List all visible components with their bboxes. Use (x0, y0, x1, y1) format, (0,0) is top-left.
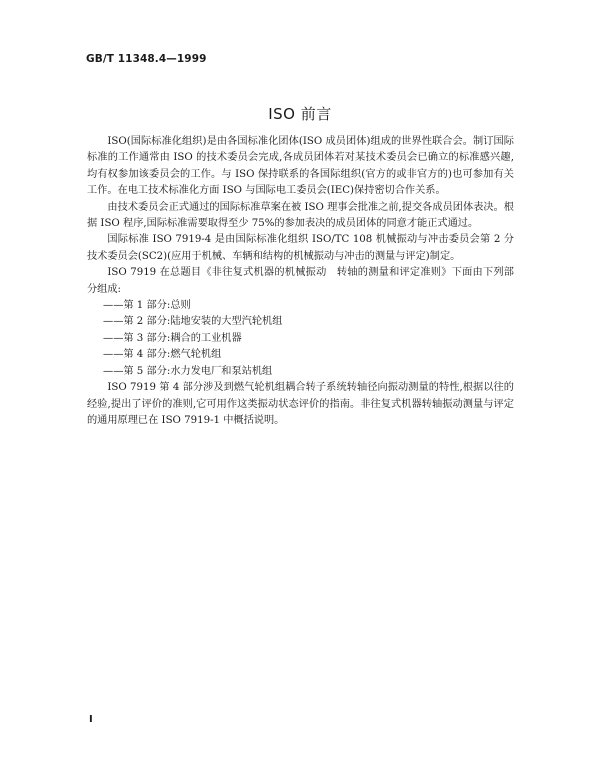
list-item: ——第 4 部分:燃气轮机组 (103, 349, 222, 361)
standard-code-header: GB/T 11348.4—1999 (86, 53, 207, 65)
page-title: ISO 前言 (268, 105, 332, 123)
paragraph-iso-organization: ISO(国际标准化组织)是由各国标准化团体(ISO 成员团体)组成的世界性联合会。制订国际标准的工作通常由 ISO 的技术委员会完成,各成员团体若对某技术委员会已确立的标准感兴趣,均有权参加该委员会的工作。与 ISO 保持联系的各国际组织(官方的或非官方的)也可参加有关工作。在电工技术标准化方面 ISO 与国际电工委员会(IEC)保持密切合作关系。 (87, 136, 514, 197)
paragraph-parts-intro: ISO 7919 在总题目《非往复式机器的机械振动 转轴的测量和评定准则》下面由下列部分组成: (87, 267, 514, 295)
paragraph-part4-scope: ISO 7919 第 4 部分涉及到燃气轮机组耦合转子系统转轴径向振动测量的特性,根据以往的经验,提出了评价的准则,它可用作这类振动状态评价的指南。非往复式机器转轴振动测量与评定的通用原理已在 ISO 7919-1 中概括说明。 (87, 382, 514, 426)
list-item: ——第 5 部分:水力发电厂和泵站机组 (103, 365, 273, 377)
list-item: ——第 3 部分:耦合的工业机器 (103, 332, 242, 344)
page-number: I (89, 714, 93, 725)
paragraph-approval-process: 由技术委员会正式通过的国际标准草案在被 ISO 理事会批准之前,提交各成员团体表决。根据 ISO 程序,国际标准需要取得至少 75%的参加表决的成员团体的同意才能正式通过。 (87, 201, 514, 230)
paragraph-standard-origin: 国际标准 ISO 7919-4 是由国际标准化组织 ISO/TC 108 机械振动与冲击委员会第 2 分技术委员会(SC2)(应用于机械、车辆和结构的机械振动与冲击的测量与评定)制定。 (87, 234, 514, 262)
document-body (87, 134, 514, 429)
list-item: ——第 2 部分:陆地安装的大型汽轮机组 (103, 316, 283, 328)
list-item: ——第 1 部分:总则 (103, 300, 191, 312)
